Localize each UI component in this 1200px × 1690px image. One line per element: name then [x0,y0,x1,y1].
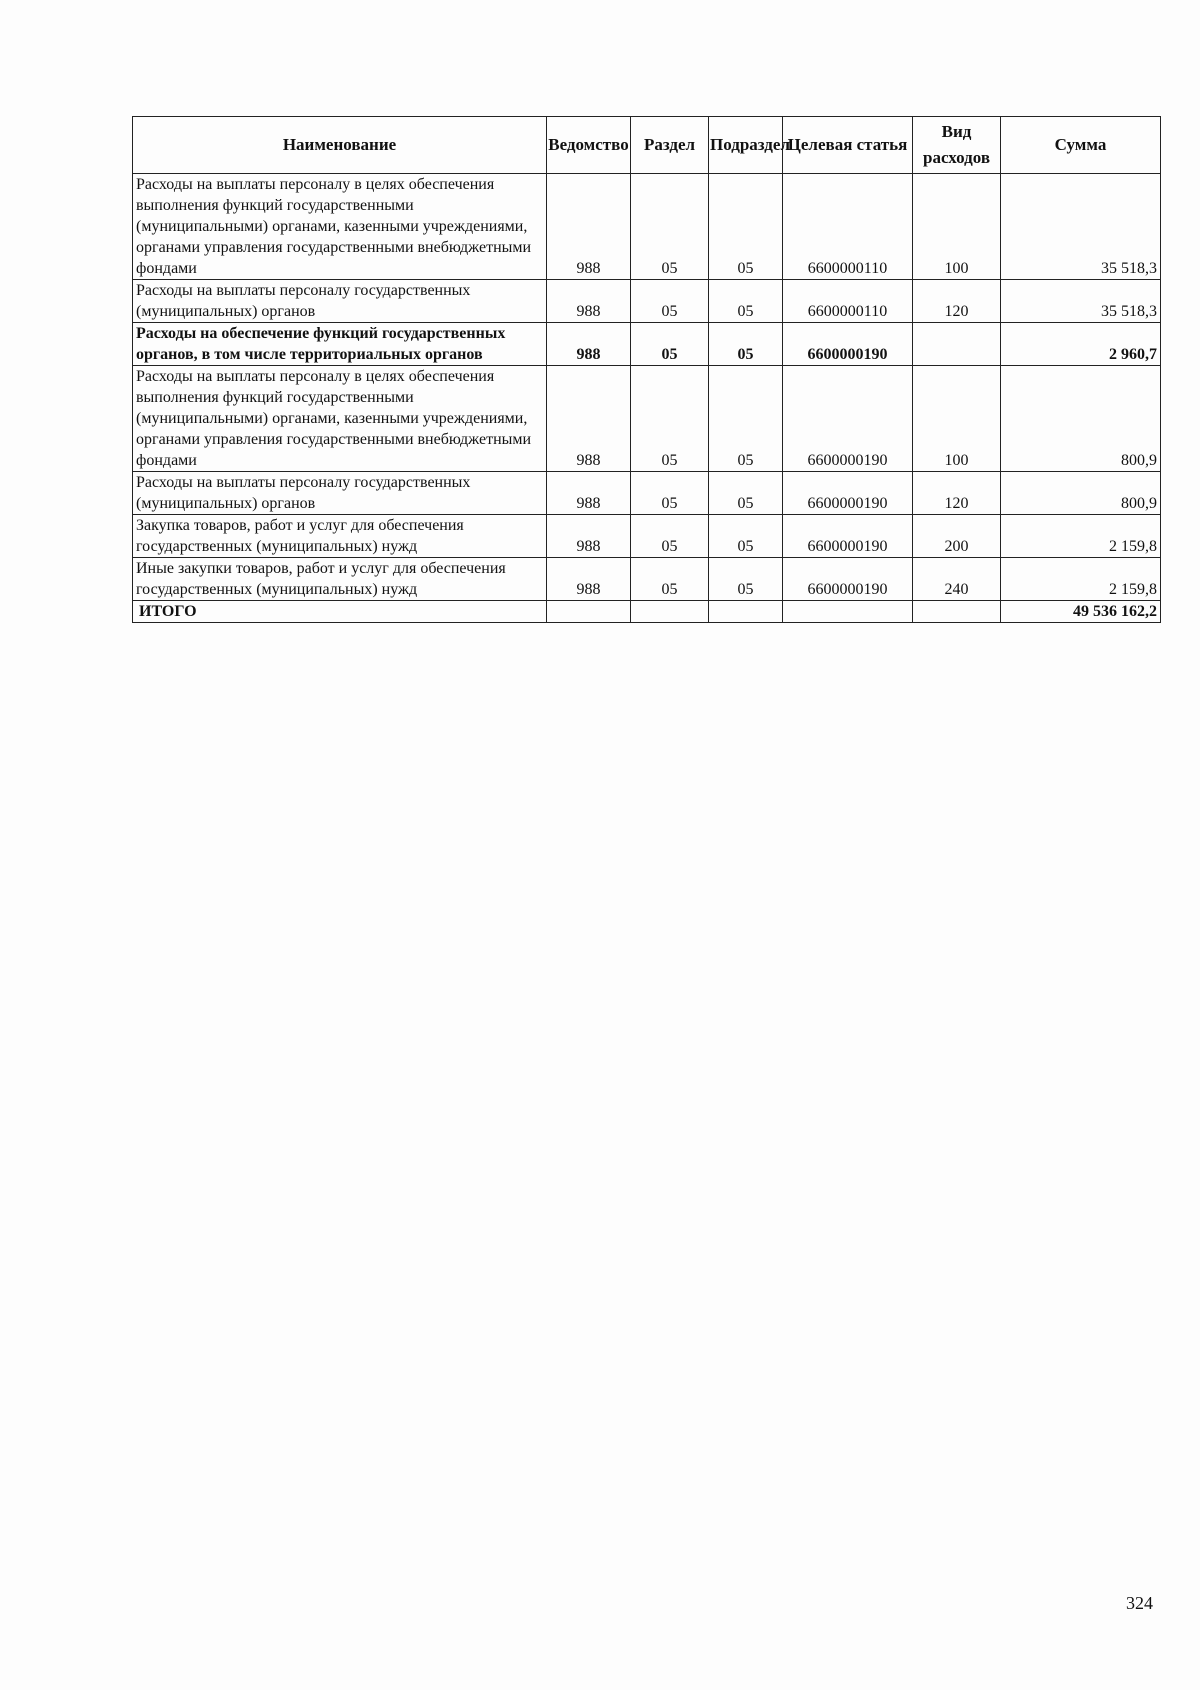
row-type [913,323,1001,366]
header-name: Наименование [133,117,547,174]
total-row [133,601,1161,623]
total-empty-cell [709,601,783,623]
table-row [133,515,1161,558]
header-type: Вид расходов [913,117,1001,174]
row-dept: 988 [547,515,631,558]
row-dept: 988 [547,366,631,472]
row-type: 240 [913,558,1001,601]
budget-table [132,116,1161,623]
row-article: 6600000190 [783,558,913,601]
row-type: 120 [913,280,1001,323]
row-article: 6600000190 [783,515,913,558]
row-name: Расходы на выплаты персоналу в целях обеспечения выполнения функций государственными (муниципальными) органами, казенными учреждениями, органами управления государственными внебюджетными фондами [133,366,547,472]
row-section: 05 [631,174,709,280]
row-dept: 988 [547,323,631,366]
row-article: 6600000110 [783,280,913,323]
row-dept: 988 [547,558,631,601]
total-empty-cell [631,601,709,623]
header-dept: Ведомство [547,117,631,174]
row-section: 05 [631,280,709,323]
row-subsection: 05 [709,323,783,366]
row-section: 05 [631,558,709,601]
row-sum: 2 159,8 [1001,515,1161,558]
total-sum: 49 536 162,2 [1001,601,1161,623]
header-row [133,117,1161,174]
table-header [133,117,1161,174]
row-article: 6600000190 [783,366,913,472]
header-sum: Сумма [1001,117,1161,174]
total-empty-cell [913,601,1001,623]
table-body [133,174,1161,623]
row-dept: 988 [547,280,631,323]
row-name: Расходы на выплаты персоналу государственных (муниципальных) органов [133,472,547,515]
row-subsection: 05 [709,366,783,472]
row-dept: 988 [547,472,631,515]
row-type: 100 [913,366,1001,472]
row-sum: 2 159,8 [1001,558,1161,601]
row-name: Иные закупки товаров, работ и услуг для обеспечения государственных (муниципальных) нужд [133,558,547,601]
table-row [133,472,1161,515]
row-name: Расходы на выплаты персоналу государственных (муниципальных) органов [133,280,547,323]
row-subsection: 05 [709,280,783,323]
table-row [133,558,1161,601]
row-subsection: 05 [709,515,783,558]
header-subsection: Подраздел [709,117,783,174]
total-label: ИТОГО [133,601,547,623]
table-row [133,366,1161,472]
page-number: 324 [1126,1593,1153,1613]
total-empty-cell [547,601,631,623]
total-empty-cell [783,601,913,623]
row-sum: 35 518,3 [1001,280,1161,323]
row-type: 200 [913,515,1001,558]
row-section: 05 [631,515,709,558]
table-row [133,174,1161,280]
row-article: 6600000190 [783,472,913,515]
row-name: Расходы на выплаты персоналу в целях обеспечения выполнения функций государственными (муниципальными) органами, казенными учреждениями, органами управления государственными внебюджетными фондами [133,174,547,280]
row-sum: 800,9 [1001,366,1161,472]
row-type: 120 [913,472,1001,515]
row-name: Расходы на обеспечение функций государственных органов, в том числе территориальных органов [133,323,547,366]
row-type: 100 [913,174,1001,280]
header-section: Раздел [631,117,709,174]
row-article: 6600000110 [783,174,913,280]
row-name: Закупка товаров, работ и услуг для обеспечения государственных (муниципальных) нужд [133,515,547,558]
table-row [133,280,1161,323]
row-section: 05 [631,472,709,515]
row-dept: 988 [547,174,631,280]
row-sum: 35 518,3 [1001,174,1161,280]
row-subsection: 05 [709,472,783,515]
table-row [133,323,1161,366]
row-article: 6600000190 [783,323,913,366]
header-article: Целевая статья [783,117,913,174]
row-subsection: 05 [709,558,783,601]
row-sum: 800,9 [1001,472,1161,515]
row-section: 05 [631,323,709,366]
row-sum: 2 960,7 [1001,323,1161,366]
row-section: 05 [631,366,709,472]
row-subsection: 05 [709,174,783,280]
